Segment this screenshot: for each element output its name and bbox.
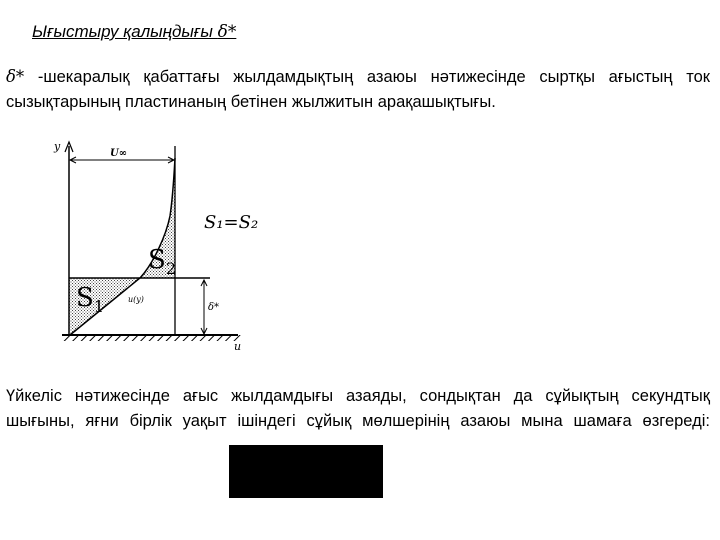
definition-text-1: -шекаралық қабаттағы жылдамдықтың азаюы нәтижесінде сыртқы ағыстың ток xyxy=(24,68,710,86)
boundary-layer-diagram xyxy=(48,136,288,352)
u-infinity-label: U∞ xyxy=(110,148,128,159)
slide-heading xyxy=(32,22,236,42)
flow-rate-line-1: Үйкеліс нәтижесінде ағыс жылдамдығы азаяды, сондықтан да сұйықтың секундтық xyxy=(6,387,710,405)
profile-label: u(y) xyxy=(128,295,144,304)
area-s1-label: $S_1$ xyxy=(76,283,104,316)
flow-rate-line-2: шығыны, яғни бірлік уақыт ішіндегі сұйық мөлшерінің азаюы мына шамаға өзгереді: xyxy=(6,412,710,430)
flow-rate-paragraph xyxy=(6,384,710,434)
definition-paragraph xyxy=(6,64,710,115)
area-s2-label: $S_2$ xyxy=(148,245,176,278)
heading-delta-symbol: δ* xyxy=(217,22,237,42)
definition-delta-symbol: δ* xyxy=(6,67,25,86)
formula-image-placeholder xyxy=(229,445,383,498)
y-axis-label: y xyxy=(54,140,61,153)
area-equality-label: S₁=S₂ xyxy=(204,212,259,233)
heading-text: Ығыстыру қалыңдығы xyxy=(32,22,218,41)
x-axis-label: u xyxy=(234,340,242,352)
definition-line-2: сызықтарының пластинаның бетінен жылжитын арақашықтығы. xyxy=(6,93,496,111)
definition-line-1 xyxy=(6,64,710,90)
displacement-label: δ* xyxy=(208,302,220,313)
